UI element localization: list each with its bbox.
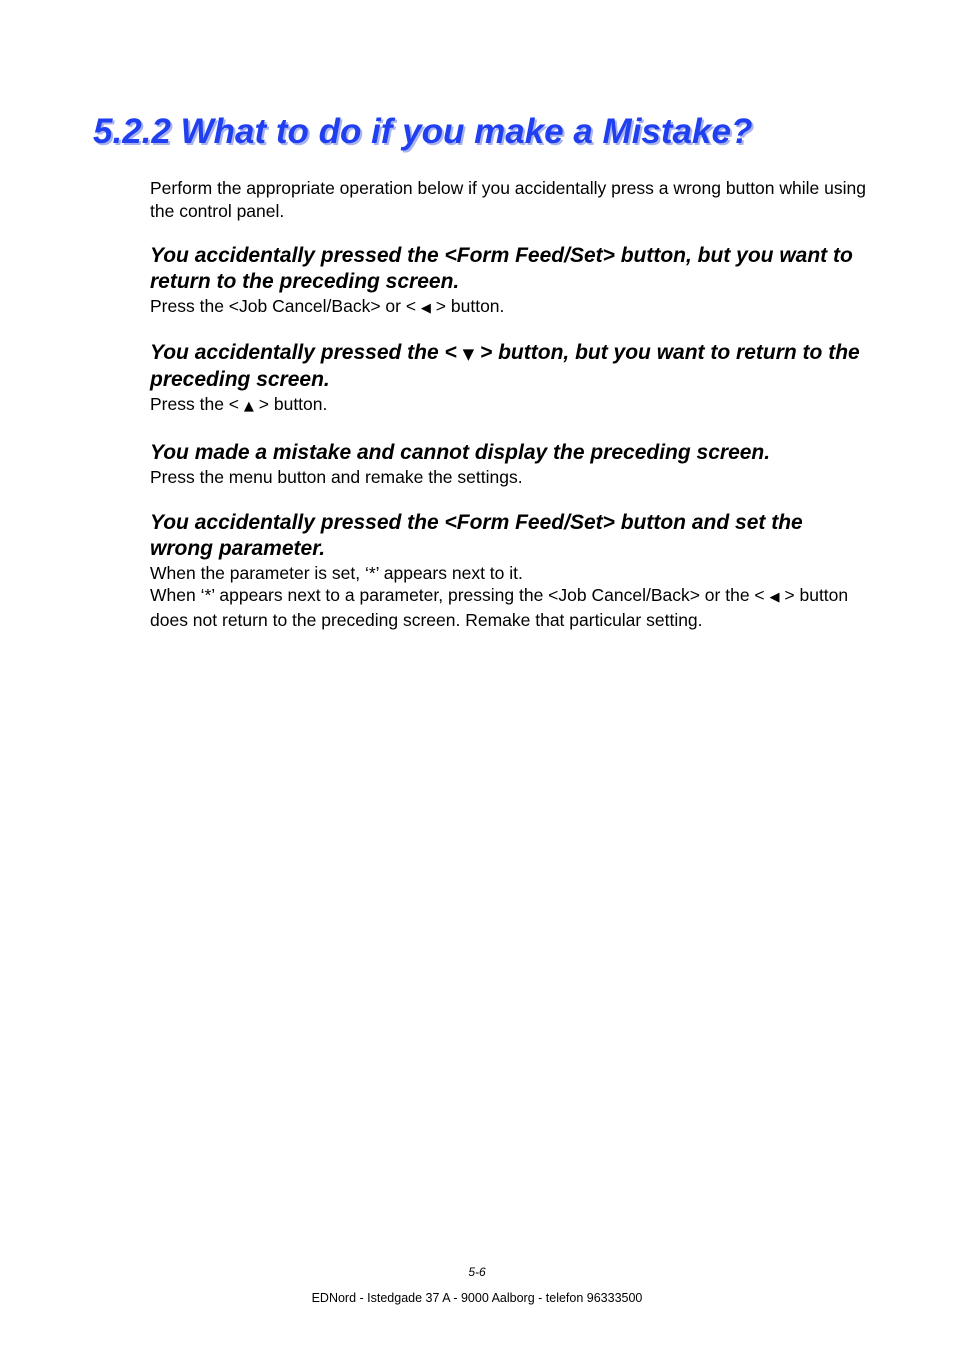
section-heading: You made a mistake and cannot display the preceding screen. bbox=[150, 441, 771, 464]
section-cannot-display bbox=[150, 440, 870, 488]
section-body-text-after: > button does not return to the preceding screen. Remake that particular setting. bbox=[150, 585, 849, 630]
section-form-feed-back bbox=[150, 243, 870, 320]
section-heading-before: You accidentally pressed the < bbox=[150, 341, 457, 364]
section-down-arrow-back bbox=[150, 340, 870, 418]
page-title: 5.2.2 What to do if you make a Mistake? bbox=[93, 112, 753, 151]
footer-page-number: 5-6 bbox=[468, 1265, 486, 1279]
section-heading-after: > button, but you want to return to the preceding screen. bbox=[150, 341, 860, 391]
intro-paragraph: Perform the appropriate operation below if you accidentally press a wrong button while using the control panel. bbox=[150, 178, 866, 221]
section-heading: You accidentally pressed the <Form Feed/Set> button and set the wrong parameter. bbox=[150, 511, 803, 560]
section-body-text-before: When ‘*’ appears next to a parameter, pressing the <Job Cancel/Back> or the < bbox=[150, 585, 765, 605]
left-arrow-icon: ◀ bbox=[420, 301, 431, 316]
left-arrow-icon: ◀ bbox=[769, 590, 780, 605]
section-body: Press the menu button and remake the settings. bbox=[150, 467, 523, 487]
section-heading: You accidentally pressed the <Form Feed/Set> button, but you want to return to the preceding screen. bbox=[150, 244, 853, 293]
section-body-line-1: When the parameter is set, ‘*’ appears next to it. bbox=[150, 563, 523, 583]
up-arrow-icon: ▲ bbox=[243, 399, 254, 414]
footer-address: EDNord - Istedgade 37 A - 9000 Aalborg - telefon 96333500 bbox=[311, 1291, 643, 1305]
section-body bbox=[150, 295, 870, 320]
section-body-text-before: Press the <Job Cancel/Back> or < bbox=[150, 296, 417, 316]
page-content bbox=[150, 177, 870, 631]
section-wrong-parameter bbox=[150, 510, 870, 631]
section-body-text-before: Press the < bbox=[150, 394, 240, 414]
section-body-line-2 bbox=[150, 584, 870, 631]
section-body-text-after: > button. bbox=[258, 394, 328, 414]
down-arrow-icon: ▼ bbox=[462, 345, 475, 363]
section-heading bbox=[150, 340, 870, 393]
section-body bbox=[150, 393, 870, 418]
section-body-text-after: > button. bbox=[435, 296, 505, 316]
